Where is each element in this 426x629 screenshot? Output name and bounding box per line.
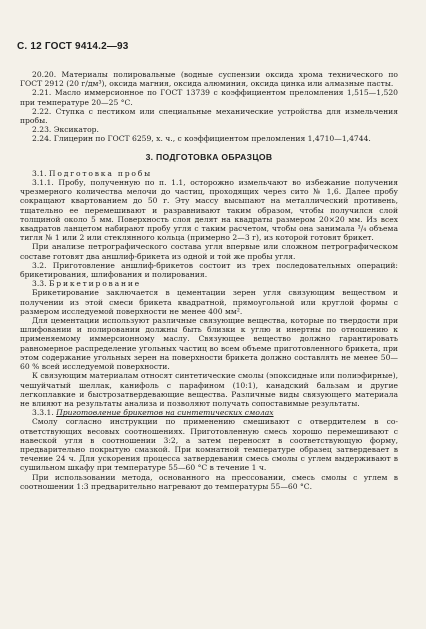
page-header: С. 12 ГОСТ 9414.2—93 <box>17 41 129 52</box>
paragraph: 2.23. Эксикатор. <box>32 125 99 135</box>
paragraph: К связующим материалам относят синтетические смолы (эпоксидные или полиэфирные), чешуйчатый шеллак, канифоль с парафином (10:1), канадский бальзам и другие легкоплавкие и быстрозатвердевающие вещества. Различные виды связующего материала не влияют на результаты анализа и позволяют получать сопоставимые результаты. <box>20 371 398 408</box>
subsection-heading <box>20 279 398 288</box>
paragraph: Брикетирование заключается в цементации зерен угля связующим веществом и получении из этой смеси брикета квадратной, прямоугольной или круглой формы с размером исследуемой поверхности не менее 400 мм². <box>20 288 398 316</box>
subsection-number: 3.1. <box>32 168 47 178</box>
paragraph: 20.20. Материалы полировальные (водные суспензии оксида хрома технического по ГОСТ 2912 (20 г/дм³), оксида магния, оксида алюминия, оксида цинка или алмазные пасты. <box>20 70 398 89</box>
paragraph: 3.1.1. Пробу, полученную по п. 1.1, осторожно измельчают во избежание получения чрезмерного количества мелочи до частиц, проходящих через сито № 1,6. Далее пробу сокращают квартованием до 50 г. Эту массу высыпают на металлический противень, тщательно ее перемешивают и разравнивают таким образом, чтобы получился слой толщиной около 5 мм. Поверхность слоя делят на квадраты размером 20×20 мм. Из всех квадратов ланцетом набирают пробу угля с таким расчетом, чтобы она занимала ³/₄ объема тигля № 1 или 2 или стеклянного кольца (примерно 2—3 г), из которой готовят брикет. <box>20 178 398 243</box>
subsection-title: Брикетирование <box>48 279 141 289</box>
paragraph: 2.21. Масло иммерсионное по ГОСТ 13739 с коэффициентом преломления 1,515—1,520 при температуре 20—25 °С. <box>20 88 398 107</box>
subsection-number: 3.3. <box>32 279 47 289</box>
subsection-number: 3.3.1. <box>32 408 54 418</box>
paragraph: 2.22. Ступка с пестиком или специальные механические устройства для измельчения пробы. <box>20 106 398 126</box>
subsection-title: Подготовка пробы <box>48 168 152 178</box>
paragraph: При использовании метода, основанного на прессовании, смесь смолы с углем в соотношении 1:3 предварительно нагревают до температуры 55—60 °С. <box>20 472 398 491</box>
section-title: 3. ПОДГОТОВКА ОБРАЗЦОВ <box>145 151 273 162</box>
subsection-heading <box>20 169 398 178</box>
document-body <box>20 70 398 491</box>
paragraph: 3.2. Приготовление аншлиф-брикетов состоит из трех последовательных операций: брикетирования, шлифования и полирования. <box>20 260 398 280</box>
paragraph: При анализе петрографического состава угля впервые или сложном петрографическом составе готовят два аншлиф-брикета из одной и той же пробы угля. <box>20 242 398 261</box>
subsection-heading <box>20 408 398 417</box>
paragraph: Для цементации используют различные связующие вещества, которые по твердости при шлифовании и полировании должны быть близки к углю и инертны по отношению к применяемому иммерсионному маслу. Связующее вещество должно гарантировать равномерное распределение угольных частиц во всем объеме приготовленного брикета, при этом содержание угольных зерен на поверхности брикета должно составлять не менее 50—60 % всей исследуемой поверхности. <box>20 316 398 372</box>
paragraph: 2.24. Глицерин по ГОСТ 6259, х. ч., с коэффициентом преломления 1,4710—1,4744. <box>32 134 371 144</box>
subsection-title: Приготовление брикетов на синтетических смолах <box>56 408 274 418</box>
paragraph: Смолу согласно инструкции по применению смешивают с отвердителем в соответствующих весовых соотношениях. Приготовленную смесь хорошо перемешивают с навеской угля в соотношении 3:2, а затем переносят в соответствующую форму, предварительно покрытую смазкой. При комнатной температуре образец затвердевает в течение 24 ч. Для ускорения процесса затвердевания смесь смолы с углем выдерживают в сушильном шкафу при температуре 55—60 °С в течение 1 ч. <box>20 417 398 473</box>
